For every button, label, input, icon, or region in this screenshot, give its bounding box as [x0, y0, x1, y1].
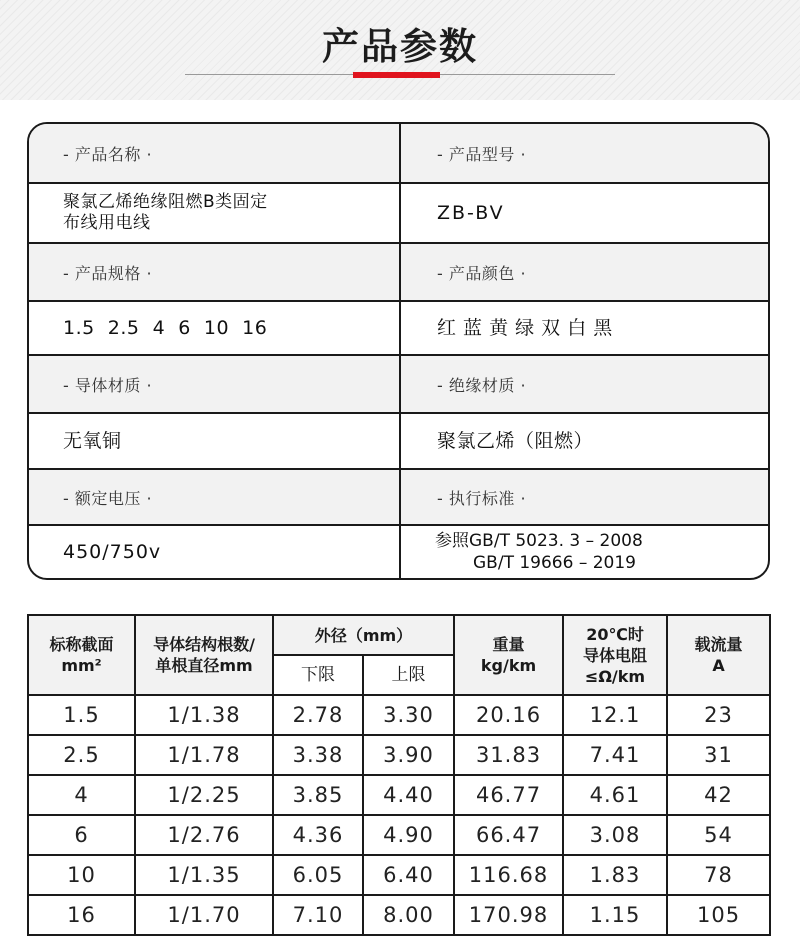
conductor-material-label: - 导体材质 ·	[63, 375, 153, 395]
rated-voltage-value: 450/750v	[63, 541, 162, 563]
cell-conductor: 1/1.70	[135, 895, 273, 935]
header-banner	[0, 0, 800, 100]
cell-resistance: 12.1	[563, 695, 667, 735]
cell-section: 16	[28, 895, 135, 935]
cell-section: 1.5	[28, 695, 135, 735]
header-resistance: 20℃时 导体电阻 ≤Ω/km	[563, 615, 667, 695]
cell-resistance: 1.83	[563, 855, 667, 895]
header-upper: 上限	[363, 655, 454, 695]
insulation-material-label: - 绝缘材质 ·	[437, 375, 527, 395]
cell-resistance: 4.61	[563, 775, 667, 815]
table-row	[28, 855, 770, 895]
cell-current: 31	[667, 735, 770, 775]
cell-resistance: 7.41	[563, 735, 667, 775]
conductor-material-value: 无氧铜	[63, 430, 122, 452]
table-row	[28, 895, 770, 935]
cell-current: 105	[667, 895, 770, 935]
cell-upper: 3.30	[363, 695, 454, 735]
cell-current: 54	[667, 815, 770, 855]
cell-conductor: 1/1.38	[135, 695, 273, 735]
cell-conductor: 1/2.76	[135, 815, 273, 855]
cell-conductor: 1/1.35	[135, 855, 273, 895]
header-section: 标称截面 mm²	[28, 615, 135, 695]
cell-upper: 3.90	[363, 735, 454, 775]
cell-current: 78	[667, 855, 770, 895]
cell-weight: 20.16	[454, 695, 563, 735]
cell-conductor: 1/1.78	[135, 735, 273, 775]
insulation-material-value: 聚氯乙烯（阻燃）	[437, 430, 594, 452]
cell-upper: 6.40	[363, 855, 454, 895]
cell-section: 2.5	[28, 735, 135, 775]
product-model-value: ZB-BV	[437, 202, 505, 224]
cell-section: 10	[28, 855, 135, 895]
product-color-value: 红 蓝 黄 绿 双 白 黑	[437, 317, 613, 339]
table-row	[28, 735, 770, 775]
cell-resistance: 1.15	[563, 895, 667, 935]
product-spec-value: 1.5 2.5 4 6 10 16	[63, 317, 268, 339]
product-color-label: - 产品颜色 ·	[437, 263, 527, 283]
header-conductor: 导体结构根数/ 单根直径mm	[135, 615, 273, 695]
product-spec-label: - 产品规格 ·	[63, 263, 153, 283]
table-row	[28, 815, 770, 855]
cell-upper: 8.00	[363, 895, 454, 935]
cell-weight: 46.77	[454, 775, 563, 815]
cell-lower: 3.38	[273, 735, 363, 775]
cell-resistance: 3.08	[563, 815, 667, 855]
cell-conductor: 1/2.25	[135, 775, 273, 815]
card-divider	[399, 124, 401, 578]
standard-value: 参照GB/T 5023. 3 – 2008 GB/T 19666 – 2019	[435, 531, 643, 573]
table-row	[28, 775, 770, 815]
cell-weight: 66.47	[454, 815, 563, 855]
header-outer-diameter: 外径（mm）	[273, 615, 454, 655]
cell-current: 42	[667, 775, 770, 815]
cell-section: 4	[28, 775, 135, 815]
table-row	[28, 695, 770, 735]
product-name-label: - 产品名称 ·	[63, 144, 153, 164]
cell-current: 23	[667, 695, 770, 735]
spec-card	[27, 122, 770, 580]
header-weight: 重量 kg/km	[454, 615, 563, 695]
title-accent-bar	[353, 72, 440, 78]
cell-lower: 2.78	[273, 695, 363, 735]
cell-lower: 3.85	[273, 775, 363, 815]
product-model-label: - 产品型号 ·	[437, 144, 527, 164]
cell-weight: 170.98	[454, 895, 563, 935]
cell-weight: 116.68	[454, 855, 563, 895]
page-title: 产品参数	[322, 25, 478, 68]
cell-weight: 31.83	[454, 735, 563, 775]
cell-lower: 7.10	[273, 895, 363, 935]
cell-lower: 6.05	[273, 855, 363, 895]
product-name-value: 聚氯乙烯绝缘阻燃B类固定 布线用电线	[63, 192, 268, 233]
rated-voltage-label: - 额定电压 ·	[63, 488, 153, 508]
spec-table	[27, 614, 771, 936]
cell-lower: 4.36	[273, 815, 363, 855]
cell-section: 6	[28, 815, 135, 855]
cell-upper: 4.40	[363, 775, 454, 815]
standard-label: - 执行标准 ·	[437, 488, 527, 508]
header-current: 载流量 A	[667, 615, 770, 695]
cell-upper: 4.90	[363, 815, 454, 855]
header-lower: 下限	[273, 655, 363, 695]
